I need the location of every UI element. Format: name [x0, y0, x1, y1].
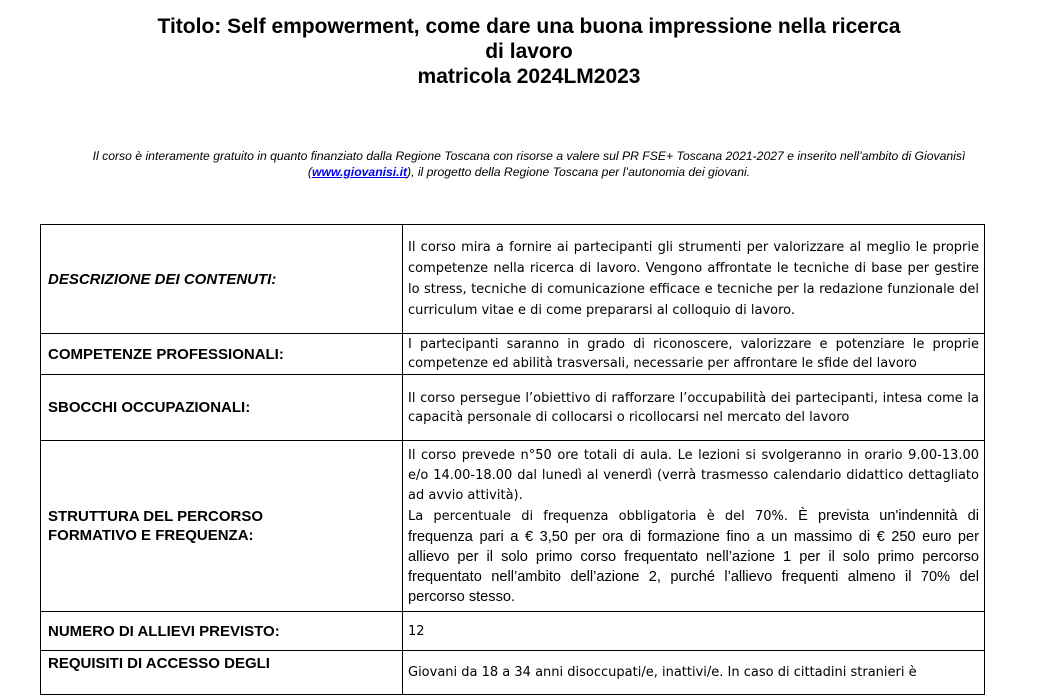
row-label-requisiti: REQUISITI DI ACCESSO DEGLI — [41, 651, 403, 695]
document-title — [40, 14, 1018, 89]
table-row — [41, 375, 985, 441]
title-line-3: matricola 2024LM2023 — [417, 65, 641, 88]
struttura-text-part-2-3 — [408, 506, 979, 607]
struttura-text-part-3: È prevista un'indennità di frequenza pari a € 3,50 per ora di formazione fino a un massimo di € 250 euro per allievo per il solo primo corso frequentato nell’azione 1 per il solo primo percorso frequentato nell’ambito dell’azione 2, purché l’allievo frequenti almeno il 70% del percorso stesso. — [408, 507, 979, 605]
table-row — [41, 334, 985, 375]
row-label-competenze: COMPETENZE PROFESSIONALI: — [41, 334, 403, 375]
row-value-requisiti: Giovani da 18 a 34 anni disoccupati/e, inattivi/e. In caso di cittadini stranieri è — [403, 651, 985, 695]
course-info-table — [40, 224, 985, 695]
table-row — [41, 612, 985, 651]
title-line-1: Titolo: Self empowerment, come dare una buona impressione nella ricerca — [157, 15, 901, 38]
row-value-sbocchi: Il corso persegue l’obiettivo di rafforzare l’occupabilità dei partecipanti, intesa come la capacità personale di collocarsi o ricollocarsi nel mercato del lavoro — [403, 375, 985, 441]
struttura-text-part-1: Il corso prevede n°50 ore totali di aula. Le lezioni si svolgeranno in orario 9.00-13.00 e/o 14.00-18.00 dal lunedì al venerdì (verrà trasmesso calendario didattico dettagliato ad avvio attività). — [408, 447, 979, 503]
struttura-label-line-2: FORMATIVO E FREQUENZA: — [48, 527, 254, 544]
table-row — [41, 441, 985, 612]
row-label-descrizione: DESCRIZIONE DEI CONTENUTI: — [41, 225, 403, 334]
row-label-numero-allievi: NUMERO DI ALLIEVI PREVISTO: — [41, 612, 403, 651]
intro-text-after: ), il progetto della Regione Toscana per l’autonomia dei giovani. — [407, 165, 751, 179]
struttura-label-line-1: STRUTTURA DEL PERCORSO — [48, 508, 264, 525]
title-line-2: di lavoro — [485, 40, 573, 63]
table-row — [41, 225, 985, 334]
row-label-sbocchi: SBOCCHI OCCUPAZIONALI: — [41, 375, 403, 441]
row-value-descrizione: Il corso mira a fornire ai partecipanti gli strumenti per valorizzare al meglio le proprie competenze nella ricerca di lavoro. Vengono affrontate le tecniche di base per gestire lo stress, tecniche di comunicazione efficace e tecniche per la redazione funzionale del curriculum vitae e di come prepararsi al colloquio di lavoro. — [403, 225, 985, 334]
table-row — [41, 651, 985, 695]
row-label-struttura — [41, 441, 403, 612]
intro-text-before: Il corso è interamente gratuito in quanto finanziato dalla Regione Toscana con risorse a valere sul PR FSE+ Toscana 2021-2027 e inserito nell’ambito di Giovanisì ( — [92, 149, 966, 179]
row-value-numero-allievi: 12 — [403, 612, 985, 651]
row-value-competenze: I partecipanti saranno in grado di riconoscere, valorizzare e potenziare le proprie competenze ed abilità trasversali, necessarie per affrontare le sfide del lavoro — [403, 334, 985, 375]
intro-paragraph — [40, 148, 1018, 180]
struttura-text-part-2: La percentuale di frequenza obbligatoria è del 70%. — [408, 508, 789, 524]
row-value-struttura — [403, 441, 985, 612]
giovanisi-link[interactable]: www.giovanisi.it — [311, 165, 408, 179]
